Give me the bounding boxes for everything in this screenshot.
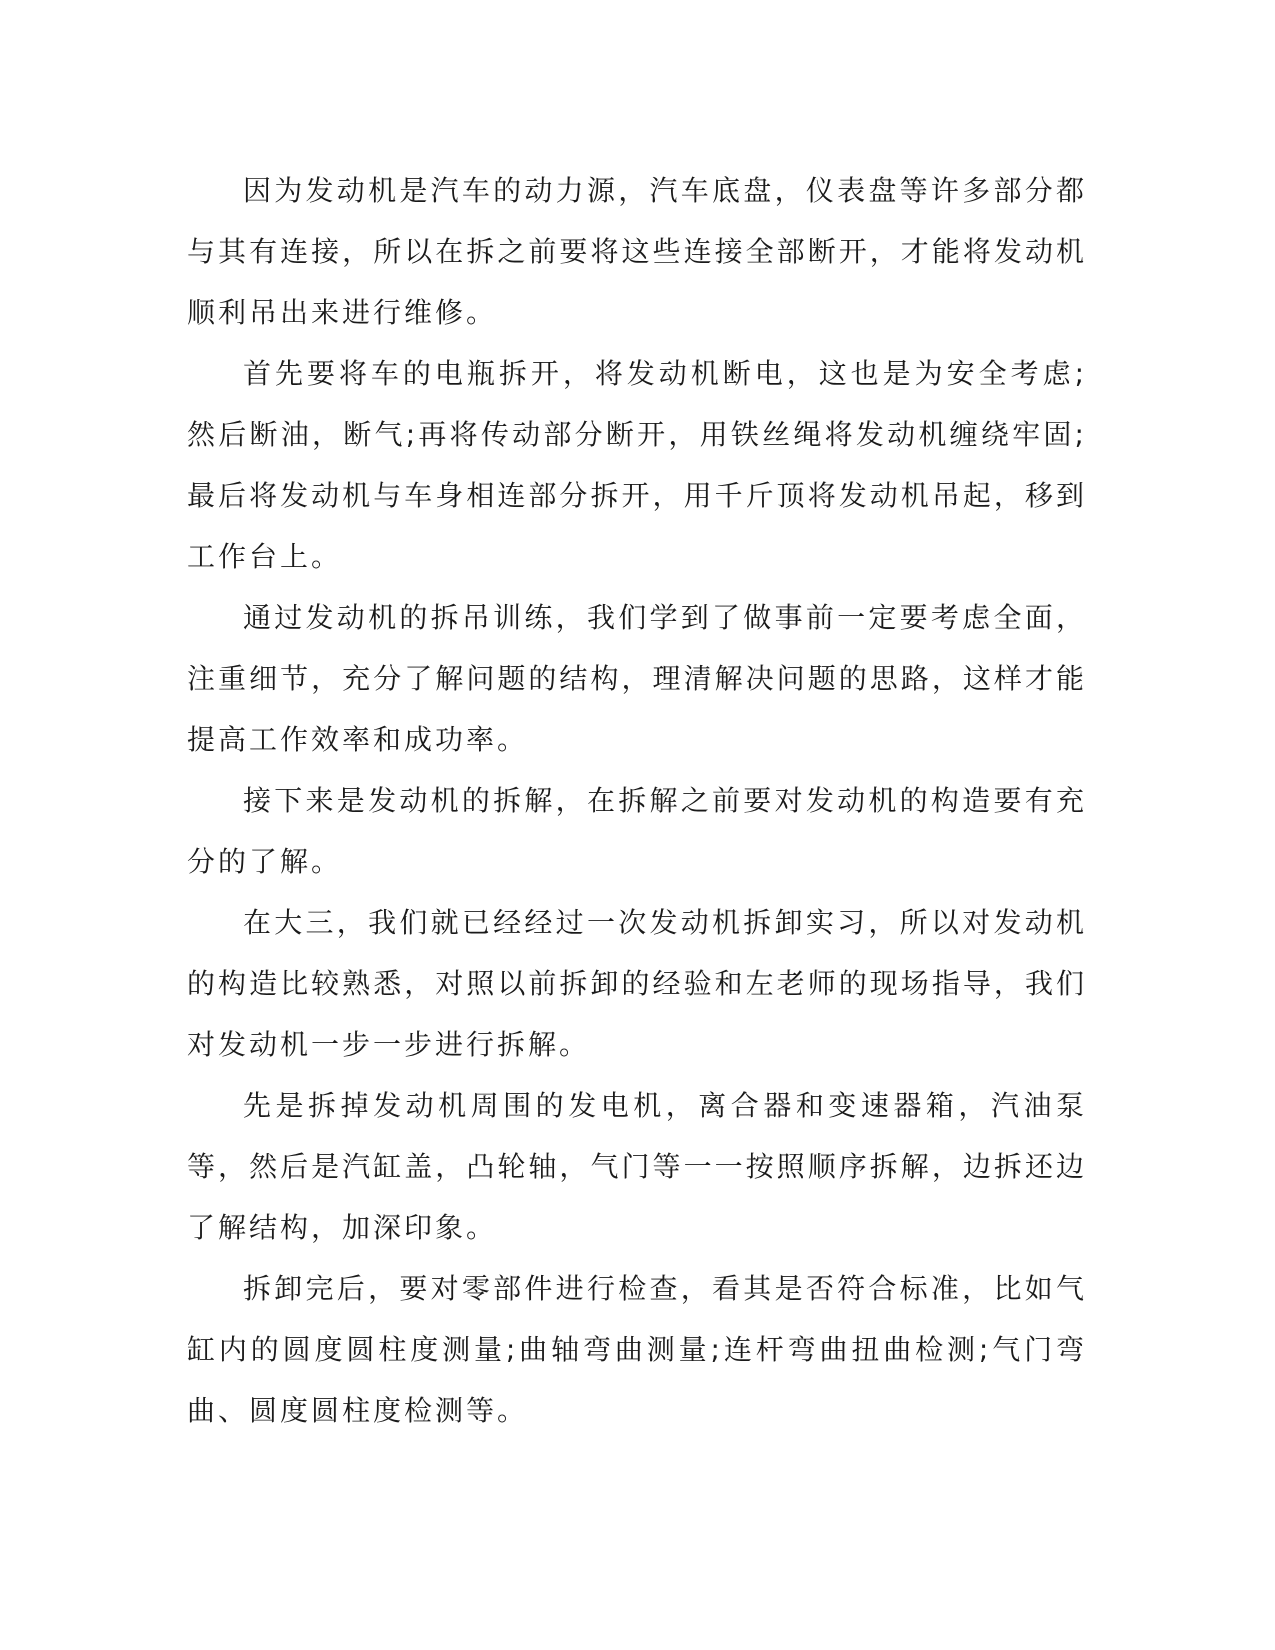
document-body <box>187 160 1087 1441</box>
paragraph-prior-experience: 在大三，我们就已经经过一次发动机拆卸实习，所以对发动机的构造比较熟悉，对照以前拆卸的经验和左老师的现场指导，我们对发动机一步一步进行拆解。 <box>187 906 1087 1061</box>
paragraph-inspection: 拆卸完后，要对零部件进行检查，看其是否符合标准，比如气缸内的圆度圆柱度测量;曲轴弯曲测量;连杆弯曲扭曲检测;气门弯曲、圆度圆柱度检测等。 <box>187 1272 1087 1427</box>
paragraph-lifting-lessons: 通过发动机的拆吊训练，我们学到了做事前一定要考虑全面，注重细节，充分了解问题的结构，理清解决问题的思路，这样才能提高工作效率和成功率。 <box>187 601 1087 756</box>
paragraph-disconnect-steps: 首先要将车的电瓶拆开，将发动机断电，这也是为安全考虑;然后断油，断气;再将传动部分断开，用铁丝绳将发动机缠绕牢固;最后将发动机与车身相连部分拆开，用千斤顶将发动机吊起，移到工作台上。 <box>187 357 1087 573</box>
paragraph-engine-connections: 因为发动机是汽车的动力源，汽车底盘，仪表盘等许多部分都与其有连接，所以在拆之前要将这些连接全部断开，才能将发动机顺利吊出来进行维修。 <box>187 174 1087 329</box>
paragraph-disassembly-intro: 接下来是发动机的拆解，在拆解之前要对发动机的构造要有充分的了解。 <box>187 784 1087 878</box>
paragraph-disassembly-order: 先是拆掉发动机周围的发电机，离合器和变速器箱，汽油泵等，然后是汽缸盖，凸轮轴，气门等一一按照顺序拆解，边拆还边了解结构，加深印象。 <box>187 1089 1087 1244</box>
